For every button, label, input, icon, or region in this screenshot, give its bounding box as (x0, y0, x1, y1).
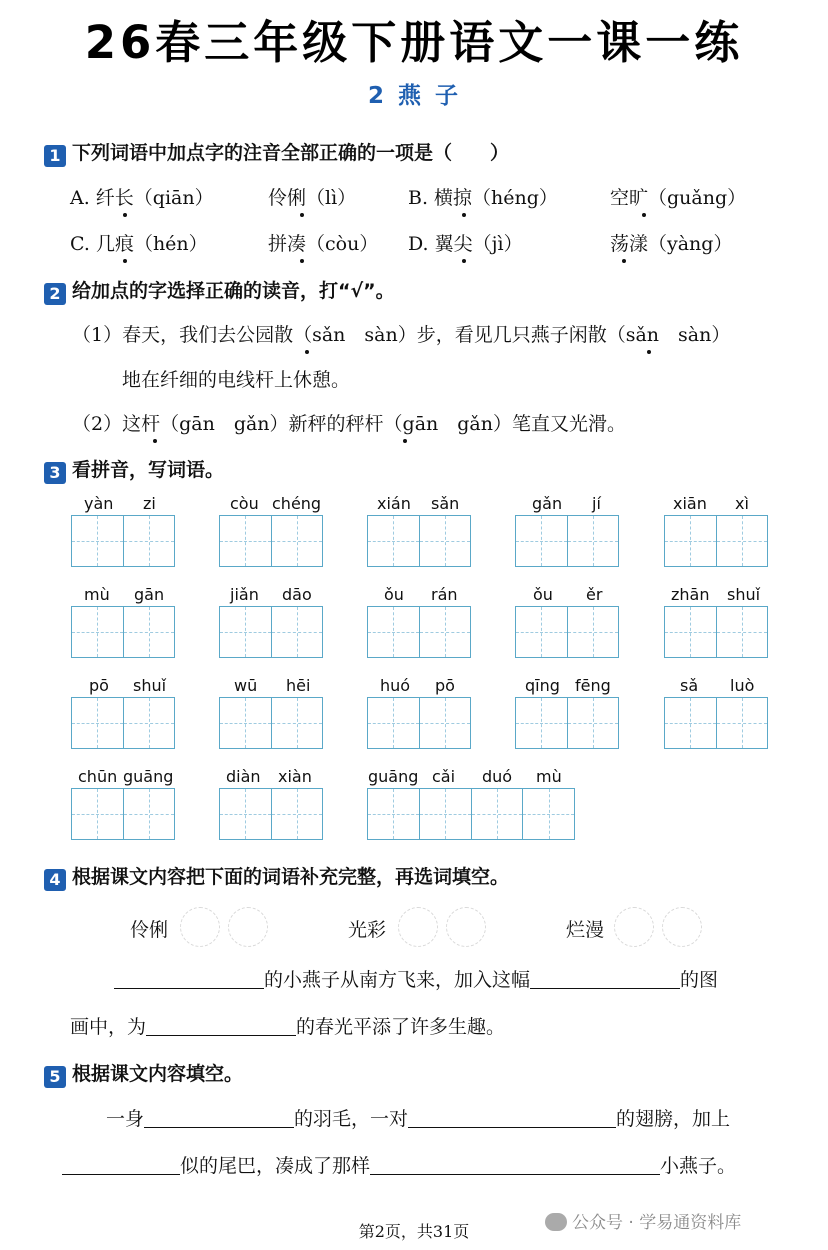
q4-sentence-part: 的春光平添了许多生趣。 (296, 1016, 506, 1038)
writing-grid[interactable] (71, 697, 175, 749)
q5-text: 根据课文内容填空。 (72, 1063, 244, 1085)
emphasis-dot (300, 259, 304, 263)
pinyin-label: zhān (671, 585, 710, 604)
watermark-text: 公众号 · 学易通资料库 (572, 1213, 742, 1233)
q5-text-part: 似的尾巴，凑成了那样 (180, 1155, 371, 1177)
answer-blank[interactable] (408, 1127, 616, 1128)
pinyin-label: cǎi (432, 767, 456, 786)
pinyin-label: guāng (123, 767, 174, 786)
writing-grid[interactable] (515, 697, 619, 749)
pinyin-label: jiǎn (230, 585, 259, 604)
q4-number-badge: 4 (44, 869, 66, 891)
pinyin-label: diàn (226, 767, 261, 786)
pinyin-label: shuǐ (727, 585, 761, 604)
q4-text: 根据课文内容把下面的词语补充完整，再选词填空。 (72, 866, 510, 888)
q4-sentence-part: 画中，为 (70, 1016, 147, 1038)
writing-grid[interactable] (367, 515, 471, 567)
pinyin-label: gān (134, 585, 165, 604)
pinyin-label: fēng (575, 676, 611, 695)
q1-heading (44, 138, 509, 167)
writing-grid[interactable] (367, 788, 575, 840)
q4-sentence-line-1 (114, 965, 718, 992)
writing-grid[interactable] (219, 606, 323, 658)
emphasis-dot (462, 259, 466, 263)
pinyin-label: jí (592, 494, 601, 513)
q5-line-2 (62, 1151, 736, 1178)
writing-grid[interactable] (664, 697, 768, 749)
writing-grid[interactable] (664, 515, 768, 567)
pinyin-label: pō (435, 676, 455, 695)
emphasis-dot (462, 213, 466, 217)
pinyin-label: pō (89, 676, 109, 695)
fill-circle[interactable] (398, 907, 438, 947)
q2-heading (44, 276, 395, 305)
pinyin-label: mù (536, 767, 562, 786)
lesson-number: 2 (367, 83, 386, 109)
writing-grid[interactable] (367, 606, 471, 658)
q3-text: 看拼音，写词语。 (72, 459, 225, 481)
pinyin-label: xián (377, 494, 411, 513)
emphasis-dot (123, 259, 127, 263)
emphasis-dot (153, 439, 157, 443)
writing-grid[interactable] (515, 606, 619, 658)
fill-circle[interactable] (662, 907, 702, 947)
writing-grid[interactable] (219, 515, 323, 567)
q1-option-b1: B. 横掠（héng） (408, 187, 558, 209)
writing-grid[interactable] (515, 515, 619, 567)
answer-blank[interactable] (530, 988, 680, 989)
q2-text: 给加点的字选择正确的读音，打“√”。 (72, 280, 395, 302)
q5-text-part: 小燕子。 (660, 1155, 737, 1177)
page-title: 26春三年级下册语文一课一练 (84, 16, 744, 69)
writing-grid[interactable] (219, 697, 323, 749)
fill-circle[interactable] (614, 907, 654, 947)
pinyin-label: ǒu (533, 585, 553, 604)
pinyin-label: shuǐ (133, 676, 167, 695)
answer-blank[interactable] (62, 1174, 180, 1175)
q2-line-2: 地在纤细的电线杆上休憩。 (122, 369, 351, 391)
emphasis-dot (403, 439, 407, 443)
q5-number-badge: 5 (44, 1066, 66, 1088)
pinyin-label: yàn (84, 494, 114, 513)
q5-text-part: 的翅膀，加上 (616, 1108, 731, 1130)
fill-circle[interactable] (446, 907, 486, 947)
emphasis-dot (123, 213, 127, 217)
q5-text-part: 的羽毛，一对 (294, 1108, 409, 1130)
pinyin-label: xì (735, 494, 749, 513)
pinyin-label: chéng (272, 494, 322, 513)
q4-sentence-part: 的图 (680, 969, 719, 991)
writing-grid[interactable] (367, 697, 471, 749)
pinyin-label: mù (84, 585, 110, 604)
emphasis-dot (647, 350, 651, 354)
pinyin-label: dāo (282, 585, 312, 604)
lesson-title (0, 77, 828, 110)
writing-grid[interactable] (219, 788, 323, 840)
q2-line-3: （2）这杆（gān gǎn）新秤的秤杆（gān gǎn）笔直又光滑。 (72, 413, 626, 435)
fill-circle[interactable] (180, 907, 220, 947)
q4-sentence-line-2 (70, 1012, 505, 1039)
pinyin-label: guāng (368, 767, 419, 786)
fill-circle[interactable] (228, 907, 268, 947)
emphasis-dot (642, 213, 646, 217)
pinyin-label: xiān (673, 494, 707, 513)
answer-blank[interactable] (370, 1174, 660, 1175)
pinyin-label: sǎ (680, 676, 699, 695)
emphasis-dot (622, 259, 626, 263)
pinyin-label: ǒu (384, 585, 404, 604)
q1-option-d1: D. 翼尖（jì） (408, 233, 523, 255)
pinyin-label: wū (234, 676, 258, 695)
q2-number-badge: 2 (44, 283, 66, 305)
emphasis-dot (305, 350, 309, 354)
pinyin-label: duó (482, 767, 513, 786)
pinyin-label: sǎn (431, 494, 460, 513)
pinyin-label: zi (143, 494, 156, 513)
answer-blank[interactable] (144, 1127, 294, 1128)
pinyin-label: rán (431, 585, 458, 604)
q5-text-part: 一身 (106, 1108, 145, 1130)
q4-word-3: 烂漫 (566, 919, 605, 941)
pinyin-label: ěr (586, 585, 603, 604)
lesson-name-2: 子 (435, 83, 460, 109)
pinyin-label: chūn (78, 767, 118, 786)
q1-option-b2: 空旷（guǎng） (610, 187, 747, 209)
q2-line-1: （1）春天，我们去公园散（sǎn sàn）步，看见几只燕子闲散（sǎn sàn） (72, 324, 731, 346)
pinyin-label: qīng (525, 676, 560, 695)
q3-heading (44, 455, 224, 484)
pinyin-label: huó (380, 676, 411, 695)
q1-number-badge: 1 (44, 145, 66, 167)
q4-word-1: 伶俐 (130, 919, 169, 941)
q4-sentence-part: 的小燕子从南方飞来，加入这幅 (264, 969, 531, 991)
q5-heading (44, 1059, 243, 1088)
page-footer: 第2页，共31页 (358, 1222, 470, 1241)
q1-option-c2: 拼凑（còu） (268, 233, 379, 255)
writing-grid[interactable] (71, 606, 175, 658)
emphasis-dot (300, 213, 304, 217)
writing-grid[interactable] (664, 606, 768, 658)
pinyin-label: xiàn (278, 767, 312, 786)
answer-blank[interactable] (146, 1035, 296, 1036)
q5-line-1 (106, 1104, 730, 1131)
q1-option-a2: 伶俐（lì） (268, 187, 357, 209)
lesson-name-1: 燕 (398, 83, 423, 109)
q1-text: 下列词语中加点字的注音全部正确的一项是（ ） (72, 142, 510, 164)
q1-option-a1: A. 纤长（qiān） (70, 187, 214, 209)
answer-blank[interactable] (114, 988, 264, 989)
q4-word-2: 光彩 (348, 919, 387, 941)
pinyin-label: gǎn (532, 494, 563, 513)
q4-heading (44, 862, 509, 891)
pinyin-label: hēi (286, 676, 311, 695)
q1-option-c1: C. 几痕（hén） (70, 233, 208, 255)
writing-grid[interactable] (71, 515, 175, 567)
pinyin-label: luò (730, 676, 755, 695)
pinyin-label: còu (230, 494, 259, 513)
writing-grid[interactable] (71, 788, 175, 840)
q3-number-badge: 3 (44, 462, 66, 484)
q1-option-d2: 荡漾（yàng） (610, 233, 733, 255)
